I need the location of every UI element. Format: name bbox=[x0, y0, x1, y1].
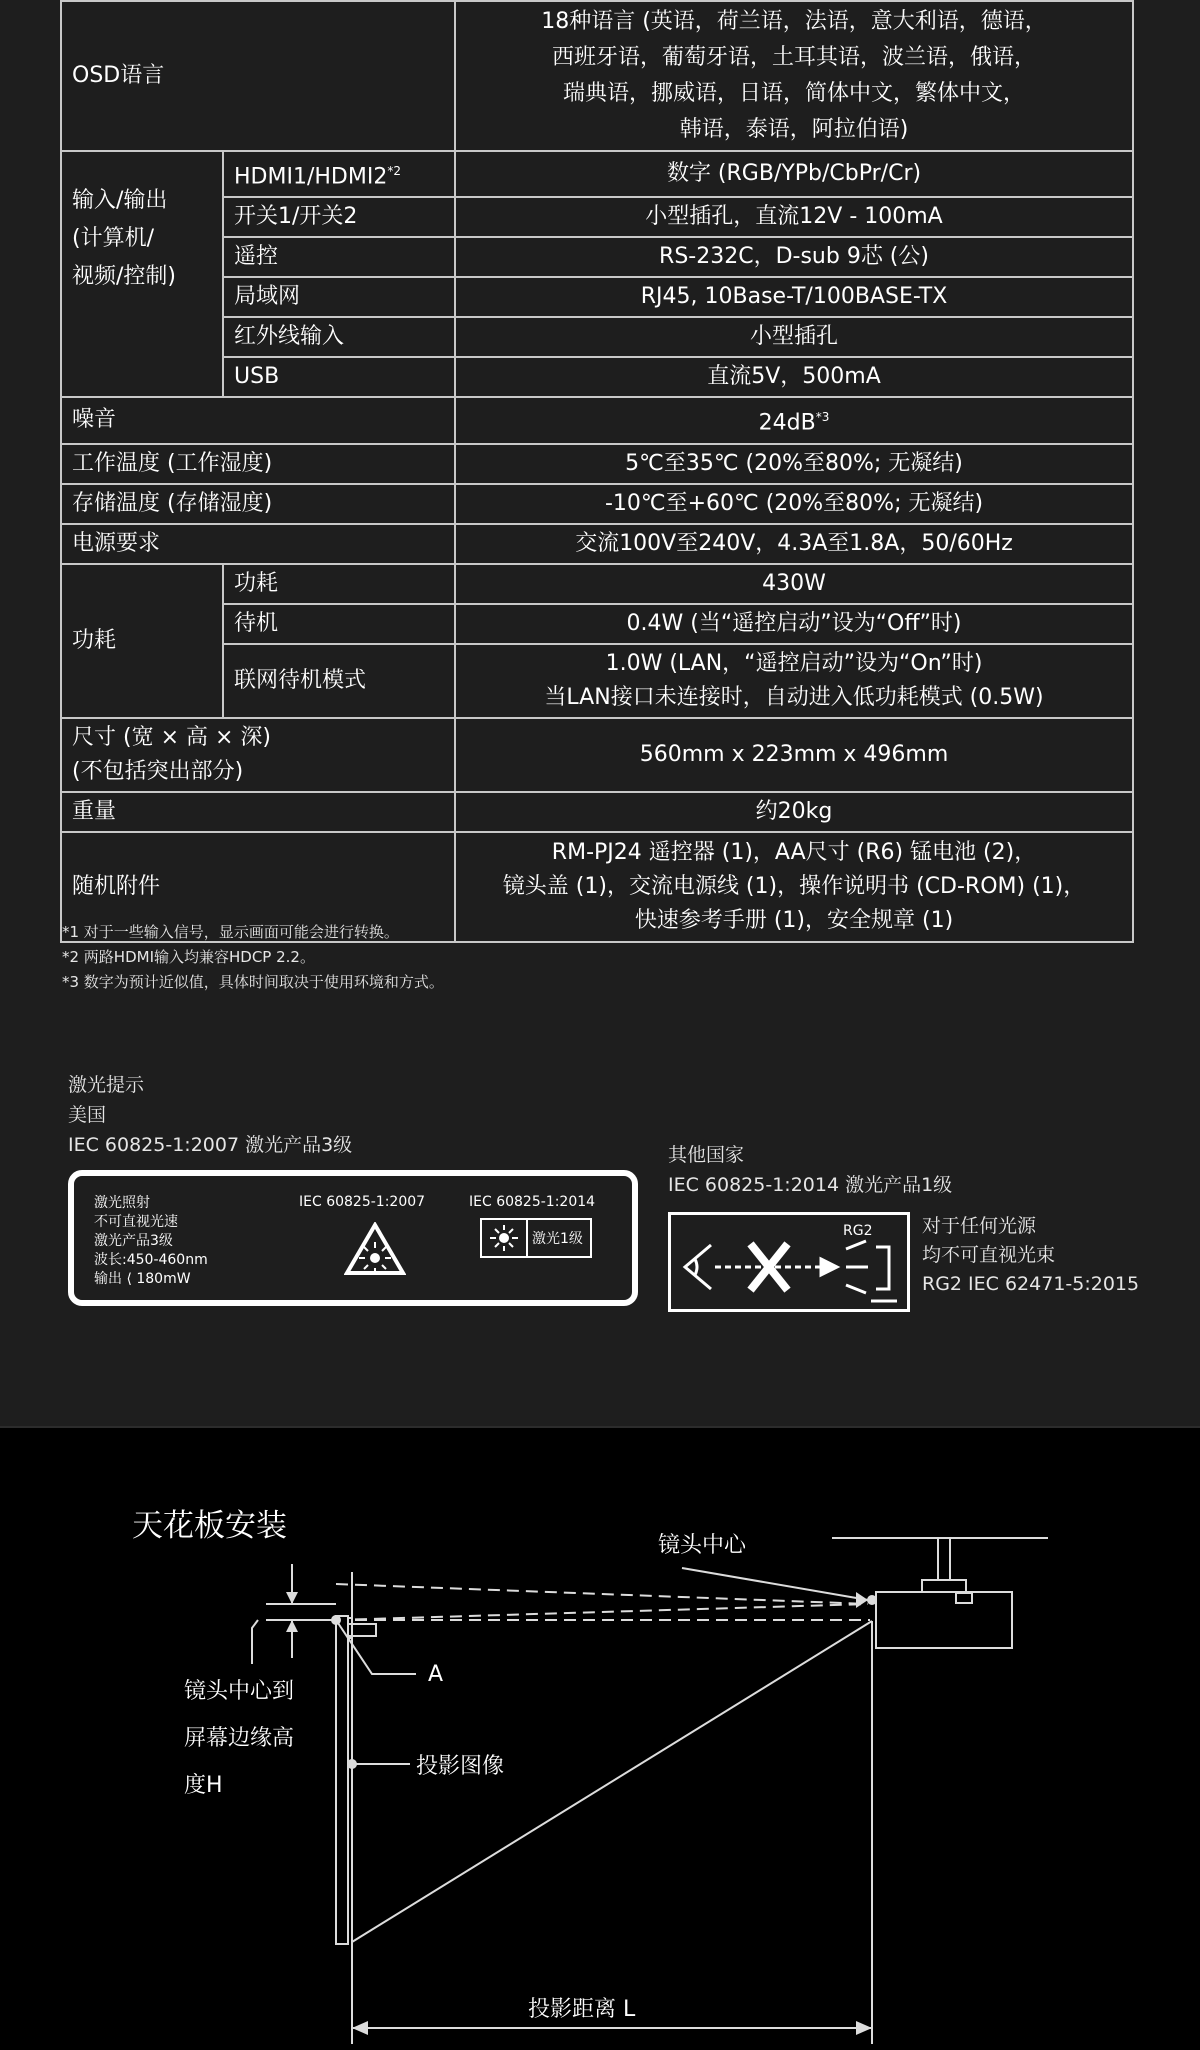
footnote-1: *1 对于一些输入信号，显示画面可能会进行转换。 bbox=[62, 923, 399, 941]
network-name: 联网待机模式 bbox=[223, 644, 455, 718]
us-std-2014: IEC 60825-1:2014 bbox=[469, 1194, 596, 1210]
row-hdmi bbox=[61, 151, 1133, 197]
row-dims bbox=[61, 718, 1133, 792]
row-power bbox=[61, 564, 1133, 604]
power-req-label: 电源要求 bbox=[61, 524, 455, 564]
screen-panel bbox=[336, 1616, 348, 1944]
diagram-title: 天花板安装 bbox=[132, 1508, 287, 1544]
rg2-label: RG2 bbox=[843, 1223, 873, 1239]
no-stare-icon bbox=[671, 1215, 907, 1309]
laser-class-box bbox=[480, 1218, 592, 1258]
laser-burst-icon bbox=[482, 1220, 528, 1256]
usb-value: 直流5V，500mA bbox=[455, 357, 1133, 397]
op-temp-label: 工作温度 (工作湿度) bbox=[61, 444, 455, 484]
switch-value: 小型插孔，直流12V - 100mA bbox=[455, 197, 1133, 237]
osd-label: OSD语言 bbox=[61, 1, 455, 151]
weight-value: 约20kg bbox=[455, 792, 1133, 832]
rg2-warning-text: 对于任何光源 均不可直视光束 RG2 IEC 62471-5:2015 bbox=[922, 1215, 1140, 1295]
ir-name: 红外线输入 bbox=[223, 317, 455, 357]
laser-heading: 激光提示 bbox=[68, 1074, 145, 1096]
standby-name: 待机 bbox=[223, 604, 455, 644]
accessories-value: RM-PJ24 遥控器 (1)，AA尺寸 (R6) 锰电池 (2)， 镜头盖 (1)，交流电源线 (1)，操作说明书 (CD-ROM) (1)， 快速参考手册 (1)，安全规章 (1) bbox=[455, 832, 1133, 942]
dims-label: 尺寸 (宽 × 高 × 深) (不包括突出部分) bbox=[61, 718, 455, 792]
footnotes bbox=[62, 920, 444, 995]
projector-body bbox=[876, 1592, 1012, 1648]
row-power-req bbox=[61, 524, 1133, 564]
power-label: 功耗 bbox=[61, 564, 223, 718]
row-op-temp bbox=[61, 444, 1133, 484]
row-weight bbox=[61, 792, 1133, 832]
ceiling-install-diagram bbox=[0, 1428, 1200, 2050]
h-label-leader bbox=[252, 1620, 258, 1664]
lan-value: RJ45, 10Base-T/100BASE-TX bbox=[455, 277, 1133, 317]
laser-warning-icon bbox=[344, 1222, 406, 1276]
a-label: A bbox=[428, 1662, 444, 1687]
weight-label: 重量 bbox=[61, 792, 455, 832]
remote-value: RS-232C，D-sub 9芯 (公) bbox=[455, 237, 1133, 277]
us-std-2007: IEC 60825-1:2007 bbox=[299, 1194, 426, 1210]
throw-distance-label: 投影距离 L bbox=[528, 1997, 636, 2022]
other-standard: IEC 60825-1:2014 激光产品1级 bbox=[668, 1174, 953, 1196]
st-temp-value: -10℃至+60℃ (20%至80%; 无凝结) bbox=[455, 484, 1133, 524]
network-value: 1.0W (LAN，“遥控启动”设为“On”时) 当LAN接口未连接时，自动进入低功耗模式 (0.5W) bbox=[455, 644, 1133, 718]
footnote-3: *3 数字为预计近似值，具体时间取决于使用环境和方式。 bbox=[62, 973, 444, 991]
spec-table bbox=[60, 0, 1134, 943]
standby-value: 0.4W (当“遥控启动”设为“Off”时) bbox=[455, 604, 1133, 644]
row-noise bbox=[61, 397, 1133, 443]
row-osd bbox=[61, 1, 1133, 151]
consumption-value: 430W bbox=[455, 564, 1133, 604]
usb-name: USB bbox=[223, 357, 455, 397]
ir-value: 小型插孔 bbox=[455, 317, 1133, 357]
us-standard: IEC 60825-1:2007 激光产品3级 bbox=[68, 1134, 353, 1156]
row-st-temp bbox=[61, 484, 1133, 524]
io-label: 输入/输出 (计算机/ 视频/控制) bbox=[61, 151, 223, 397]
projected-image-label: 投影图像 bbox=[416, 1754, 505, 1779]
lens-center-dot bbox=[868, 1596, 876, 1604]
consumption-name: 功耗 bbox=[223, 564, 455, 604]
dims-value: 560mm x 223mm x 496mm bbox=[455, 718, 1133, 792]
other-label: 其他国家 bbox=[668, 1144, 745, 1166]
laser-class-text: 激光1级 bbox=[532, 1231, 583, 1247]
us-laser-label bbox=[68, 1170, 638, 1306]
image-dot bbox=[348, 1760, 356, 1768]
lens-center-label: 镜头中心 bbox=[658, 1533, 747, 1558]
noise-label: 噪音 bbox=[61, 397, 455, 443]
noise-value: $24dB^{*3}$ bbox=[455, 397, 1133, 443]
hdmi-value: 数字 (RGB/YPb/CbPr/Cr) bbox=[455, 151, 1133, 197]
rg2-label-box bbox=[668, 1212, 910, 1312]
mount-pole bbox=[938, 1538, 950, 1582]
hdmi-name: HDMI1/HDMI2$^{*2}$ bbox=[223, 151, 455, 197]
st-temp-label: 存储温度 (存储湿度) bbox=[61, 484, 455, 524]
other-countries-block bbox=[668, 1140, 952, 1200]
op-temp-value: 5℃至35℃ (20%至80%; 无凝结) bbox=[455, 444, 1133, 484]
us-label: 美国 bbox=[68, 1104, 107, 1126]
remote-name: 遥控 bbox=[223, 237, 455, 277]
lens-leader-line bbox=[682, 1568, 868, 1600]
lower-dashed-ray bbox=[336, 1604, 868, 1620]
accessories-label: 随机附件 bbox=[61, 832, 455, 942]
power-req-value: 交流100V至240V，4.3A至1.8A，50/60Hz bbox=[455, 524, 1133, 564]
switch-name: 开关1/开关2 bbox=[223, 197, 455, 237]
us-label-lines: 激光照射 不可直视光速 激光产品3级 波长:450-460nm 输出 ⟨ 180mW bbox=[94, 1195, 208, 1287]
h-label: 镜头中心到 屏幕边缘高 度H bbox=[184, 1679, 295, 1798]
laser-heading-block bbox=[68, 1070, 352, 1160]
osd-value: 18种语言 (英语，荷兰语，法语，意大利语，德语， 西班牙语，葡萄牙语，土耳其语，波兰语，俄语， 瑞典语，挪威语，日语，简体中文，繁体中文， 韩语，泰语，阿拉伯语) bbox=[455, 1, 1133, 151]
lan-name: 局域网 bbox=[223, 277, 455, 317]
footnote-2: *2 两路HDMI输入均兼容HDCP 2.2。 bbox=[62, 948, 315, 966]
